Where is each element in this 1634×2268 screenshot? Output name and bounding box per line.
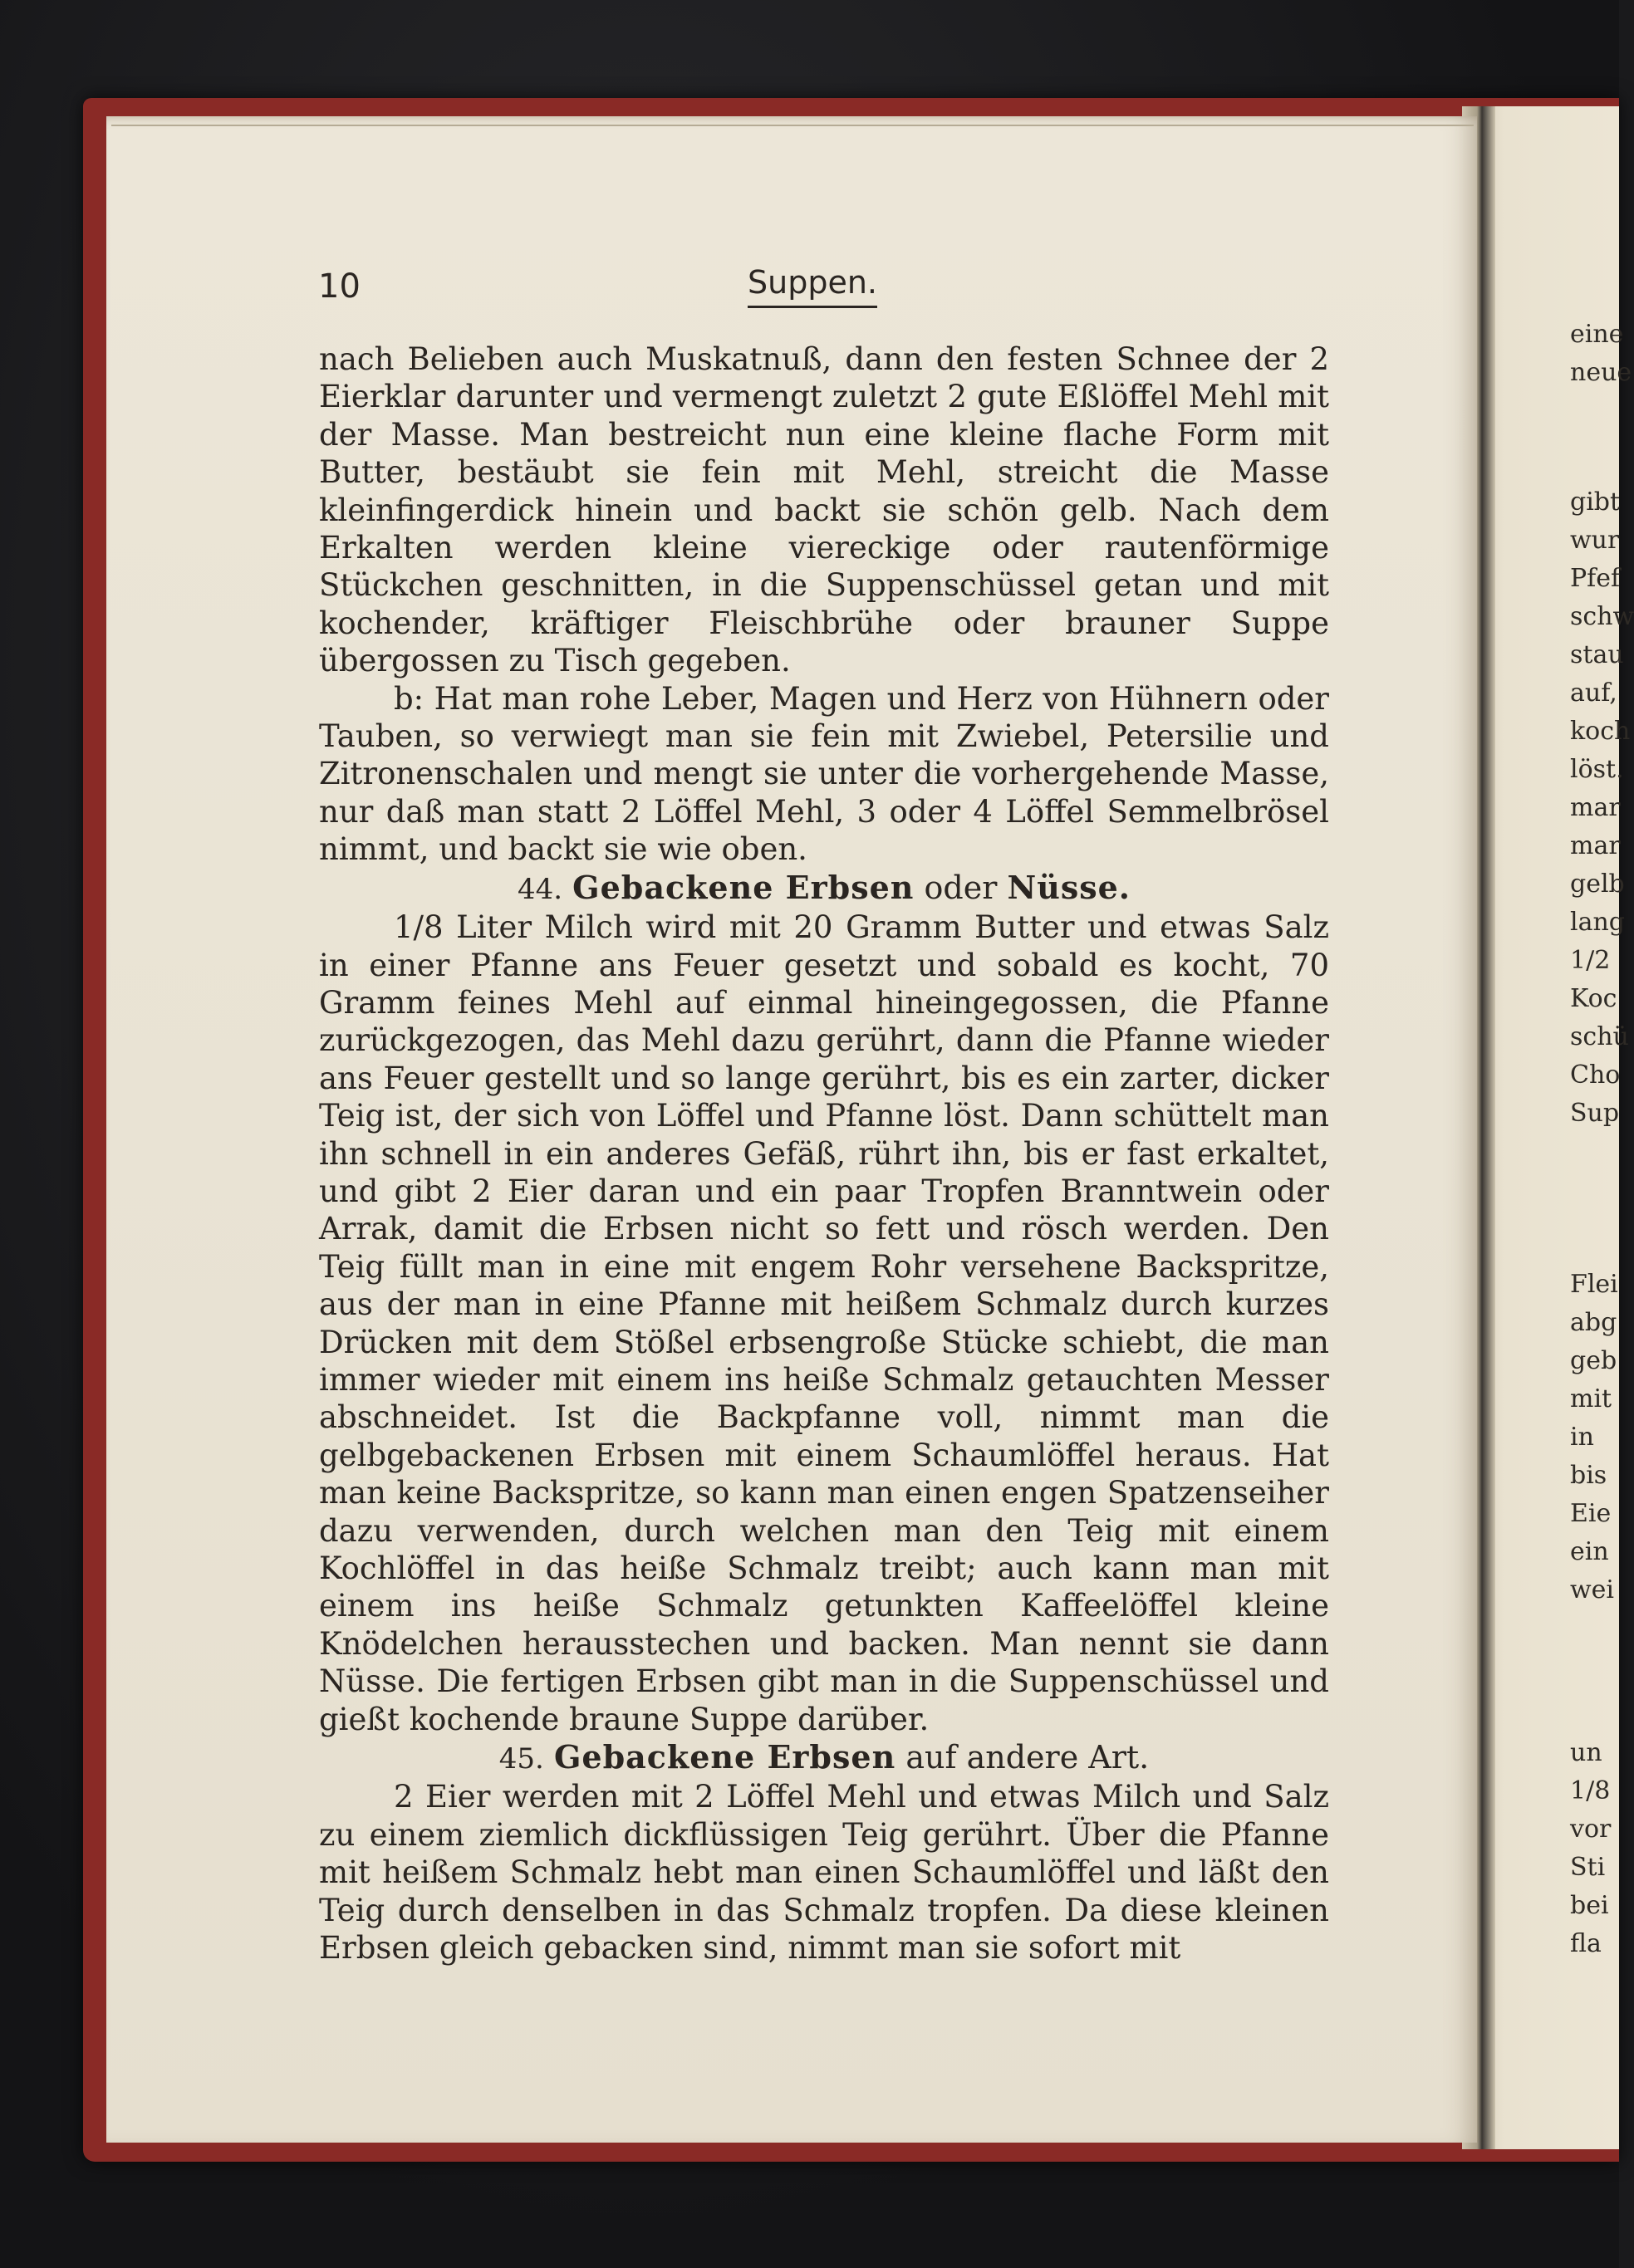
recipe-44-title-end: Nüsse. — [1007, 868, 1131, 906]
fragment-line: ein — [1570, 1537, 1609, 1566]
recipe-44-number: 44. — [517, 872, 563, 906]
fragment-line: auf, — [1570, 678, 1617, 708]
fragment-line: in — [1570, 1423, 1594, 1452]
fragment-line: mar — [1570, 793, 1621, 822]
recipe-44-text: 1/8 Liter Milch wird mit 20 Gramm Butter und etwas Salz in einer Pfanne ans Feuer gesetzt und sobald es kocht, 70 Gramm feines Mehl auf einmal hineingegossen, die Pfanne zurückgezogen, das Mehl dazu gerührt, dann die Pfanne wieder ans Feuer gestellt und so lange gerührt, bis es ein zarter, dicker Teig ist, der sich von Löffel und Pfanne löst. Dann schüttelt man ihn schnell in ein anderes Gefäß, rührt ihn, bis er fast erkaltet, und gibt 2 Eier daran und ein paar Tropfen Branntwein oder Arrak, damit die Erbsen nicht so fett und rösch werden. Den Teig füllt man in eine mit engem Rohr versehene Backspritze, aus der man in eine Pfanne mit heißem Schmalz durch kurzes Drücken mit dem Stößel erbsengroße Stücke schiebt, die man immer wieder mit einem ins heiße Schmalz getauchten Messer abschneidet. Ist die Backpfanne voll, nimmt man die gelbgebackenen Erbsen mit einem Schaumlöffel heraus. Hat man keine Backspritze, so kann man einen engen Spatzenseiher dazu verwenden, durch welchen man den Teig mit einem Kochlöffel in das heiße Schmalz treibt; auch kann man mit einem ins heiße Schmalz getunkten Kaffeelöffel kleine Knödelchen herausstechen und backen. Man nennt sie dann Nüsse. Die fertigen Erbsen gibt man in die Suppenschüssel und gießt kochende braune Suppe darüber. — [319, 909, 1329, 1737]
recipe-44-title-mid: oder — [924, 869, 998, 906]
fragment-line: stau — [1570, 640, 1624, 669]
recipe-45-title: Gebackene Erbsen — [553, 1738, 896, 1776]
fragment-line: abg — [1570, 1308, 1617, 1337]
running-head — [0, 0, 1619, 332]
fragment-line: löst. — [1570, 755, 1624, 784]
fragment-line: wei — [1570, 1575, 1615, 1604]
fragment-line: vor — [1570, 1815, 1612, 1844]
section-title: Suppen. — [748, 264, 877, 308]
fragment-line: gibt — [1570, 487, 1621, 517]
body-text — [319, 340, 1329, 1967]
fragment-line: Cho — [1570, 1061, 1621, 1090]
fragment-line: bis — [1570, 1461, 1607, 1490]
fragment-line: fla — [1570, 1929, 1602, 1958]
page-number: 10 — [318, 267, 361, 306]
fragment-line: 1/2 — [1570, 946, 1611, 975]
paragraph-continuation: nach Belieben auch Muskatnuß, dann den festen Schnee der 2 Eierklar darunter und vermengt zuletzt 2 gute Eßlöffel Mehl mit der Masse. Man bestreicht nun eine kleine flache Form mit Butter, bestäubt sie fein mit Mehl, streicht die Masse kleinfingerdick hinein und backt sie schön gelb. Nach dem Erkalten werden kleine viereckige oder rautenförmige Stückchen geschnitten, in die Suppenschüssel getan und mit kochender, kräftiger Fleischbrühe oder brauner Suppe übergossen zu Tisch gegeben. — [319, 341, 1329, 679]
fragment-line: bei — [1570, 1891, 1609, 1920]
fragment-line: neue — [1570, 358, 1632, 387]
fragment-line: lang — [1570, 908, 1626, 937]
recipe-45-title-rest: auf andere Art. — [905, 1739, 1150, 1776]
fragment-line: mar — [1570, 831, 1621, 860]
paragraph-variant-b: b: Hat man rohe Leber, Magen und Herz von Hühnern oder Tauben, so verwiegt man sie fein mit Zwiebel, Petersilie und Zitronenschalen und mengt sie unter die vorhergehende Masse, nur daß man statt 2 Löffel Mehl, 3 oder 4 Löffel Semmelbrösel nimmt, und backt sie wie oben. — [319, 680, 1329, 868]
fragment-line: schü — [1570, 1022, 1629, 1051]
fragment-line: Sup — [1570, 1099, 1620, 1128]
fragment-line: schw — [1570, 602, 1634, 631]
fragment-line: Flei — [1570, 1270, 1618, 1299]
fragment-line: koch — [1570, 717, 1631, 746]
fragment-line: Koc — [1570, 984, 1617, 1013]
recipe-45-heading — [319, 1738, 1329, 1778]
fragment-line: mit — [1570, 1384, 1612, 1413]
fragment-line: geb — [1570, 1346, 1617, 1375]
fragment-line: un — [1570, 1738, 1602, 1767]
fragment-line: Eie — [1570, 1499, 1612, 1528]
recipe-44-heading — [319, 869, 1329, 909]
fragment-line: 1/8 — [1570, 1776, 1611, 1805]
fragment-line: gelb — [1570, 869, 1625, 899]
recipe-44-title: Gebackene Erbsen — [572, 868, 915, 906]
fragment-line: wur — [1570, 526, 1620, 555]
fragment-line: Pfef — [1570, 564, 1621, 593]
recipe-45-number: 45. — [498, 1742, 544, 1776]
fragment-line: Sti — [1570, 1853, 1606, 1882]
fragment-line: eine — [1570, 320, 1624, 349]
recipe-45-text: 2 Eier werden mit 2 Löffel Mehl und etwas Milch und Salz zu einem ziemlich dickflüssigen Teig gerührt. Über die Pfanne mit heißem Schmalz hebt man einen Schaumlöffel und läßt den Teig durch denselben in das Schmalz tropfen. Da diese kleinen Erbsen gleich gebacken sind, nimmt man sie sofort mit — [319, 1779, 1329, 1967]
right-page-fragments — [1570, 316, 1634, 1963]
